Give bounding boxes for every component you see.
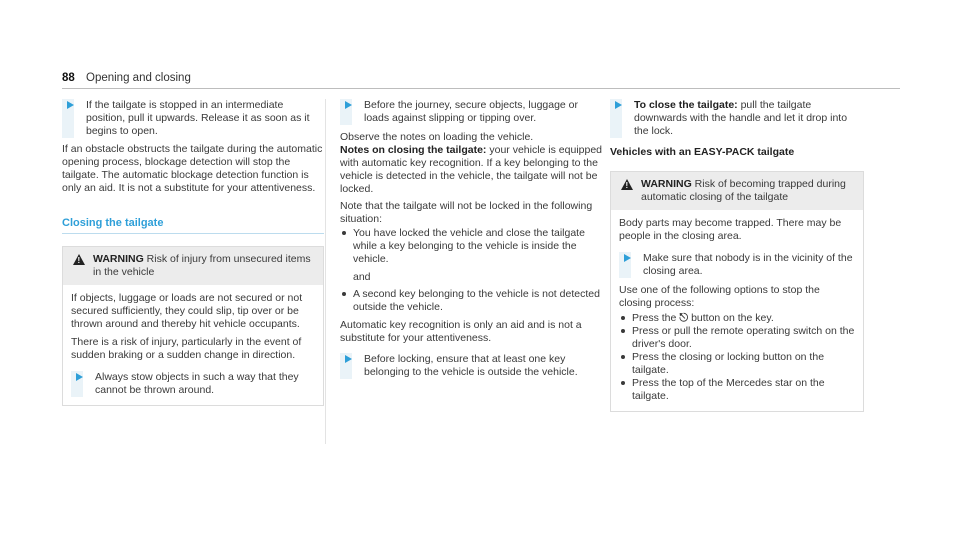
tailgate-close-button-icon: ⎋ <box>679 312 689 324</box>
subheading: Vehicles with an EASY-PACK tailgate <box>610 146 795 158</box>
warning-triangle-icon <box>621 179 633 190</box>
step-arrow-icon <box>67 101 74 109</box>
column-1 <box>62 99 324 406</box>
instruction-step <box>62 99 324 138</box>
column-3 <box>610 99 864 412</box>
list-item-text-post: button on the key. <box>691 312 774 324</box>
warning-body <box>63 285 323 405</box>
step-body: pull the tailgate downwards with the handle and let it drop into the lock. <box>634 99 848 137</box>
paragraph <box>340 144 602 196</box>
section-heading: Closing the tailgate <box>62 217 324 234</box>
step-text <box>634 99 864 138</box>
instruction-step <box>619 252 855 278</box>
instruction-step <box>340 99 602 125</box>
step-text: Always stow objects in such a way that they cannot be thrown around. <box>95 371 299 396</box>
list-item: Press the closing or locking button on the tailgate. <box>619 351 855 377</box>
conjunction: and <box>353 271 371 283</box>
page-header <box>62 72 191 84</box>
step-text: Before locking, ensure that at least one key belonging to the vehicle is outside the vehicle. <box>364 353 578 378</box>
warning-title: WARNING <box>641 178 692 190</box>
bullet-list <box>340 288 602 314</box>
list-item: A second key belonging to the vehicle is not detected outside the vehicle. <box>340 288 602 314</box>
list-item-text-pre: Press the <box>632 312 677 324</box>
instruction-step <box>610 99 864 138</box>
notes-text: your vehicle is equipped with automatic key recognition. If a key belonging to the vehicle is detected in the vehicle, the tailgate will not be locked. <box>340 144 603 195</box>
warning-title: WARNING <box>93 253 144 265</box>
header-rule <box>62 88 900 89</box>
paragraph: Note that the tailgate will not be locked in the following situation: <box>340 200 593 225</box>
list-item: You have locked the vehicle and close the tailgate while a key belonging to the vehicle is inside the vehicle. <box>340 227 602 266</box>
paragraph: Automatic key recognition is only an aid and is not a substitute for your attentiveness. <box>340 319 582 344</box>
column-2 <box>340 99 602 379</box>
list-item: Press or pull the remote operating switch on the driver's door. <box>619 325 855 351</box>
column-divider <box>325 99 326 444</box>
warning-title-text: Risk of becoming trapped during automatic closing of the tailgate <box>641 178 846 203</box>
notes-label: Notes on closing the tailgate: <box>340 144 487 156</box>
paragraph: If an obstacle obstructs the tailgate during the automatic opening process, blockage detection will stop the tailgate. The automatic blockage detection function is only an aid. It is not a substitute for your attentiveness. <box>62 143 323 194</box>
warning-box <box>610 171 864 412</box>
bullet-list <box>619 312 855 403</box>
warning-paragraph: There is a risk of injury, particularly in the event of sudden braking or a sudden change in direction. <box>71 336 302 361</box>
warning-paragraph: If objects, luggage or loads are not secured or not secured sufficiently, they could slip, tip over or be thrown around and thereby hit vehicle occupants. <box>71 292 303 330</box>
step-arrow-icon <box>76 373 83 381</box>
step-arrow-icon <box>624 254 631 262</box>
step-arrow-icon <box>615 101 622 109</box>
page-number: 88 <box>62 72 75 84</box>
step-arrow-icon <box>345 355 352 363</box>
list-item <box>619 312 855 325</box>
paragraph: Observe the notes on loading the vehicle. <box>340 131 534 143</box>
warning-body <box>611 210 863 411</box>
section-title: Opening and closing <box>86 72 191 84</box>
step-text: If the tailgate is stopped in an intermediate position, pull it upwards. Release it as soon as it begins to open. <box>86 99 310 137</box>
step-arrow-icon <box>345 101 352 109</box>
warning-paragraph: Body parts may become trapped. There may be people in the closing area. <box>619 217 842 242</box>
instruction-step <box>71 371 315 397</box>
warning-header <box>63 247 323 285</box>
step-text: Make sure that nobody is in the vicinity of the closing area. <box>643 252 853 277</box>
list-item: Press the top of the Mercedes star on the tailgate. <box>619 377 855 403</box>
warning-title-text: Risk of injury from unsecured items in the vehicle <box>93 253 311 278</box>
warning-box <box>62 246 324 406</box>
step-text: Before the journey, secure objects, luggage or loads against slipping or tipping over. <box>364 99 579 124</box>
bullet-list <box>340 227 602 266</box>
instruction-step <box>340 353 602 379</box>
step-label: To close the tailgate: <box>634 99 738 111</box>
warning-header <box>611 172 863 210</box>
warning-paragraph: Use one of the following options to stop the closing process: <box>619 284 820 309</box>
warning-triangle-icon <box>73 254 85 265</box>
